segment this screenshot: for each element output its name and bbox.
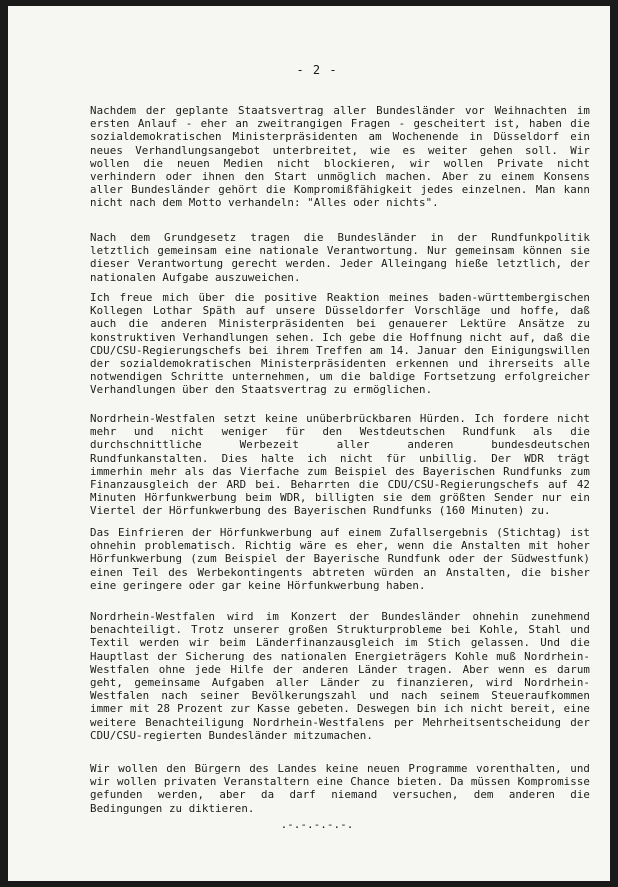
document-page xyxy=(8,6,610,881)
end-mark: .-.-.-.-.-. xyxy=(280,818,354,831)
page-number: - 2 - xyxy=(296,63,338,77)
paragraph-4: Nordrhein-Westfalen setzt keine unüberbrückbaren Hürden. Ich fordere nicht mehr und nicht weniger für den Westdeutschen Rundfunk als die durchschnittliche Werbezeit aller anderen bundesdeutschen Rundfunkanstalten. Dies halte ich nicht für unbillig. Der WDR trägt immerhin mehr als das Vierfache zum Beispiel des Bayerischen Rundfunks zum Finanzausgleich der ARD bei. Beharrten die CDU/CSU-Regierungschefs auf 42 Minuten Hörfunkwerbung beim WDR, billigten sie dem größten Sender nur ein Viertel der Hörfunkwerbung des Bayerischen Rundfunks (160 Minuten) zu. xyxy=(90,412,590,518)
paragraph-3: Ich freue mich über die positive Reaktion meines baden-württembergischen Kollegen Lothar Späth auf unsere Düsseldorfer Vorschläge und hoffe, daß auch die anderen Ministerpräsidenten bei genauerer Lektüre Ansätze zu konstruktiven Verhandlungen sehen. Ich gebe die Hoffnung nicht auf, daß die CDU/CSU-Regierungschefs bei ihrem Treffen am 14. Januar den Einigungswillen der sozialdemokratischen Ministerpräsidenten erkennen und ihrerseits alle notwendigen Schritte unternehmen, um die baldige Fortsetzung erfolgreicher Verhandlungen über den Staatsvertrag zu ermöglichen. xyxy=(90,291,590,397)
paragraph-6: Nordrhein-Westfalen wird im Konzert der Bundesländer ohnehin zunehmend benachteiligt. Trotz unserer großen Strukturprobleme bei Kohle, Stahl und Textil werden wir beim Länderfinanzausgleich im Stich gelassen. Und die Hauptlast der Sicherung des nationalen Energieträgers Kohle muß Nordrhein-Westfalen ohne jede Hilfe der anderen Länder tragen. Aber wenn es darum geht, gemeinsame Aufgaben aller Länder zu finanzieren, wird Nordrhein-Westfalen nach seiner Bevölkerungszahl und nach seinem Steueraufkommen immer mit 28 Prozent zur Kasse gebeten. Deswegen bin ich nicht bereit, eine weitere Benachteiligung Nordrhein-Westfalens per Mehrheitsentscheidung der CDU/CSU-regierten Bundesländer mitzumachen. xyxy=(90,610,590,742)
paragraph-5: Das Einfrieren der Hörfunkwerbung auf einem Zufallsergebnis (Stichtag) ist ohnehin problematisch. Richtig wäre es eher, wenn die Anstalten mit hoher Hörfunkwerbung (zum Beispiel der Bayerische Rundfunk oder der Südwestfunk) einen Teil des Werbekontingents abtreten würden an Anstalten, die bisher eine geringere oder gar keine Hörfunkwerbung haben. xyxy=(90,526,590,592)
paragraph-7: Wir wollen den Bürgern des Landes keine neuen Programme vorenthalten, und wir wollen privaten Veranstaltern eine Chance bieten. Da müssen Kompromisse gefunden werden, aber da darf niemand versuchen, dem anderen die Bedingungen zu diktieren. xyxy=(90,762,590,815)
paragraph-2: Nach dem Grundgesetz tragen die Bundesländer in der Rundfunkpolitik letztlich gemeinsam eine nationale Verantwortung. Nur gemeinsam können sie dieser Verantwortung gerecht werden. Jeder Alleingang hieße letztlich, der nationalen Aufgabe auszuweichen. xyxy=(90,231,590,284)
paragraph-1: Nachdem der geplante Staatsvertrag aller Bundesländer vor Weihnachten im ersten Anlauf - eher an zweitrangigen Fragen - gescheitert ist, haben die sozialdemokratischen Ministerpräsidenten am Wochenende in Düsseldorf ein neues Verhandlungsangebot unterbreitet, wie es weiter gehen soll. Wir wollen die neuen Medien nicht blockieren, wir wollen Private nicht verhindern oder ihnen den Start unmöglich machen. Aber zu einem Konsens aller Bundesländer gehört die Kompromißfähigkeit jedes einzelnen. Man kann nicht nach dem Motto verhandeln: "Alles oder nichts". xyxy=(90,104,590,210)
